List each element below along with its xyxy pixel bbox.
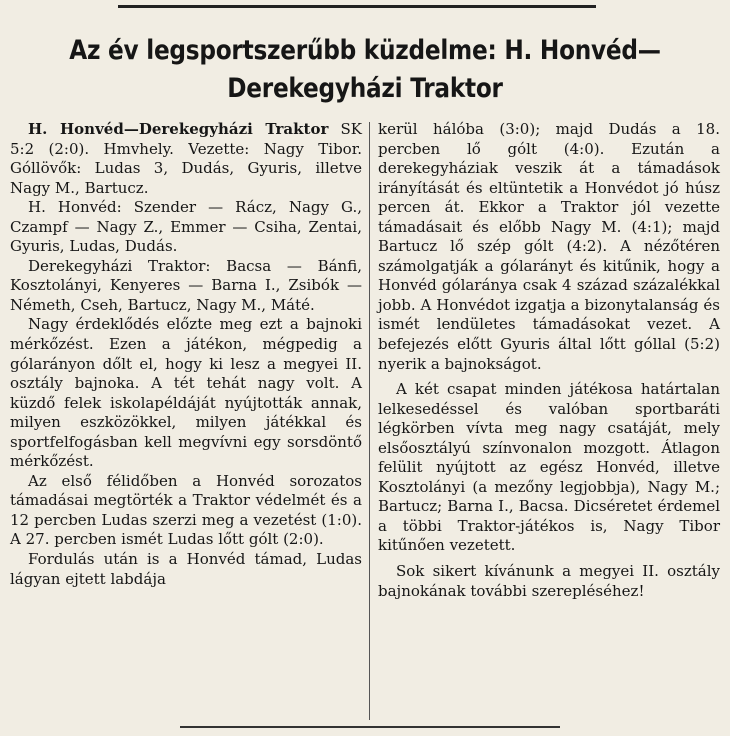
- left-column: [10, 120, 362, 589]
- right-column: [378, 120, 720, 601]
- lead-bold: H. Honvéd—Derekegyházi Traktor: [28, 120, 329, 138]
- closing-paragraph: Sok sikert kívánunk a megyei II. osztály bajnokának további szerepléséhez!: [378, 562, 720, 600]
- article-headline: [68, 32, 661, 108]
- lead-rest: SK 5:2 (2:0). Hmvhely. Vezette: Nagy Tibor. Góllövők: Ludas 3, Dudás, Gyuris, illetve Nagy M., Bartucz.: [10, 120, 362, 197]
- second-half-paragraph: Fordulás után is a Honvéd támad, Ludas lágyan ejtett labdája: [10, 550, 362, 588]
- continuation-paragraph: kerül hálóba (3:0); majd Dudás a 18. percben lő gólt (4:0). Ezután a derekegyháziak veszik át a támadások irányítását és eltüntetik a Honvédot jó húsz percen át. Ekkor a Traktor jól vezette támadásait és előbb Nagy M. (4:1); majd Bartucz lő szép gólt (4:2). A nézőtéren számolgatják a gólarányt és kitűnik, hogy a Honvéd gólaránya csak 4 század százalékkal jobb. A Honvédot izgatja a bizonytalanság és ismét lendületes támadásokat vezet. A befejezés előtt Gyuris által lőtt góllal (5:2) nyerik a bajnokságot.: [378, 120, 720, 373]
- bottom-rule: [180, 726, 560, 728]
- first-half-paragraph: Az első félidőben a Honvéd sorozatos támadásai megtörték a Traktor védelmét és a 12 percben Ludas szerzi meg a vezetést (1:0). A 27. percben ismét Ludas lőtt gólt (2:0).: [10, 471, 362, 549]
- headline-line-1: Az év legsportszerűbb küzdelme: H. Honvéd—: [69, 35, 661, 66]
- top-rule: [118, 5, 596, 8]
- lead-paragraph: [10, 120, 362, 198]
- honved-lineup: H. Honvéd: Szender — Rácz, Nagy G., Czampf — Nagy Z., Emmer — Csiha, Zentai, Gyuris, Ludas, Dudás.: [10, 198, 362, 256]
- interest-paragraph: Nagy érdeklődés előzte meg ezt a bajnoki mérkőzést. Ezen a játékon, mégpedig a gólarányon dőlt el, hogy ki lesz a megyei II. osztály bajnoka. A tét tehát nagy volt. A küzdő felek iskolapéldáját nyújtották annak, milyen eszközökkel, milyen játékkal és sportfelfogásban kell megvívni egy sorsdöntő mérkőzést.: [10, 315, 362, 471]
- headline-line-2: Derekegyházi Traktor: [227, 73, 503, 104]
- column-divider: [369, 122, 370, 720]
- traktor-lineup: Derekegyházi Traktor: Bacsa — Bánfi, Kosztolányi, Kenyeres — Barna I., Zsibók — Németh, Cseh, Bartucz, Nagy M., Máté.: [10, 256, 362, 314]
- praise-paragraph: A két csapat minden játékosa határtalan lelkesedéssel és valóban sportbaráti légkörben vívta meg nagy csatáját, mely elsőosztályú színvonalon mozgott. Átlagon felülit nyújtott az egész Honvéd, illetve Kosztolányi (a mezőny legjobbja), Nagy M.; Bartucz; Barna I., Bacsa. Dicséretet érdemel a többi Traktor-játékos is, Nagy Tibor kitűnően vezetett.: [378, 380, 720, 555]
